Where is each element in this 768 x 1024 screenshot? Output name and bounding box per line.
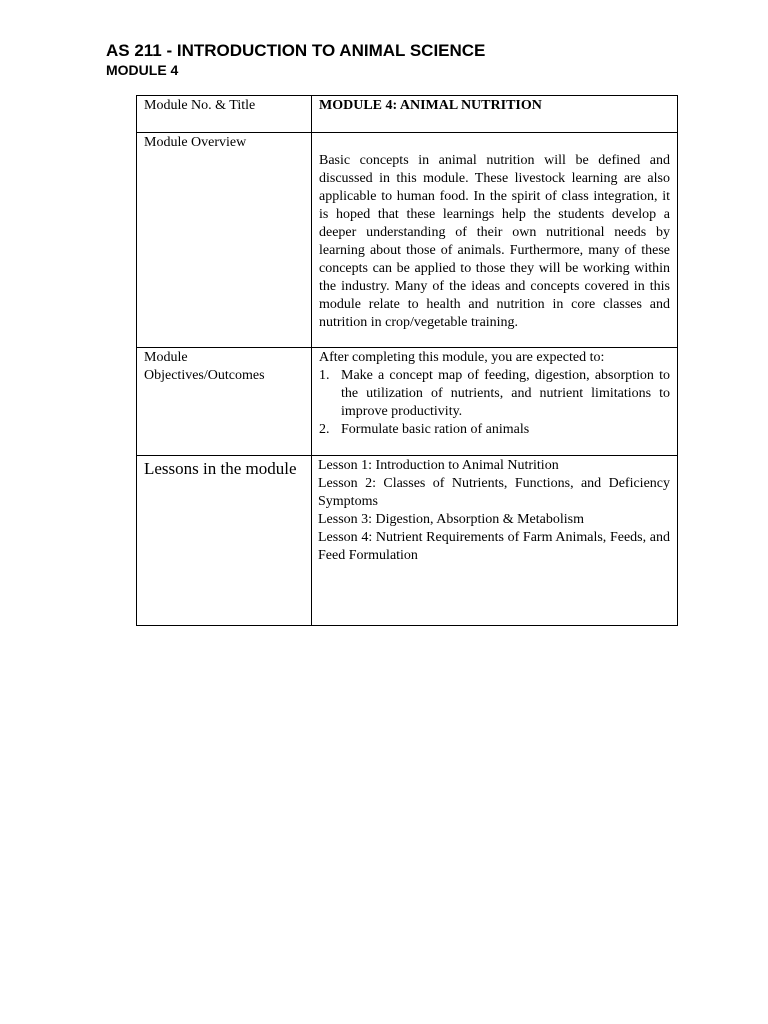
table-row-overview (137, 133, 678, 348)
lesson-item: Lesson 3: Digestion, Absorption & Metabolism (318, 512, 584, 527)
list-item (319, 367, 670, 421)
list-item-text: Formulate basic ration of animals (341, 422, 530, 437)
objectives-label (137, 348, 312, 456)
lessons-label: Lessons in the module (144, 459, 297, 478)
objectives-intro: After completing this module, you are expected to: (319, 350, 605, 365)
overview-text: Basic concepts in animal nutrition will be defined and discussed in this module. These livestock learning are also applicable to human food. In the spirit of class integration, it is hoped that these learnings help the students develop a deeper understanding of their own nutritional needs by learning about those of animals. Furthermore, many of these concepts can be applied to those they will be working within the industry. Many of the ideas and concepts covered in this module relate to health and nutrition in core classes and nutrition in crop/vegetable training. (319, 153, 670, 330)
list-item (319, 421, 670, 439)
objectives-list (319, 367, 670, 439)
module-title-value: MODULE 4: ANIMAL NUTRITION (312, 96, 678, 133)
list-item-text: Make a concept map of feeding, digestion, absorption to the utilization of nutrients, and nutrient limitations to improve productivity. (341, 368, 670, 419)
document-subtitle: MODULE 4 (106, 62, 179, 78)
list-item-number: 1. (319, 368, 330, 383)
table-row-module-title (137, 96, 678, 133)
list-item-number: 2. (319, 422, 330, 437)
overview-cell (312, 133, 678, 348)
overview-label: Module Overview (137, 133, 312, 348)
module-title-label: Module No. & Title (137, 96, 312, 133)
objectives-label-line2: Objectives/Outcomes (144, 368, 265, 383)
objectives-label-line1: Module (144, 350, 188, 365)
module-table (136, 95, 678, 626)
table-row-objectives (137, 348, 678, 456)
lessons-cell (312, 456, 678, 626)
document-title: AS 211 - INTRODUCTION TO ANIMAL SCIENCE (106, 41, 486, 60)
lesson-item: Lesson 4: Nutrient Requirements of Farm Animals, Feeds, and Feed Formulation (318, 530, 670, 563)
lessons-label-cell (137, 456, 312, 626)
objectives-cell (312, 348, 678, 456)
table-row-lessons (137, 456, 678, 626)
page-header (106, 40, 485, 79)
lesson-item: Lesson 2: Classes of Nutrients, Functions, and Deficiency Symptoms (318, 476, 670, 509)
lesson-item: Lesson 1: Introduction to Animal Nutrition (318, 458, 559, 473)
